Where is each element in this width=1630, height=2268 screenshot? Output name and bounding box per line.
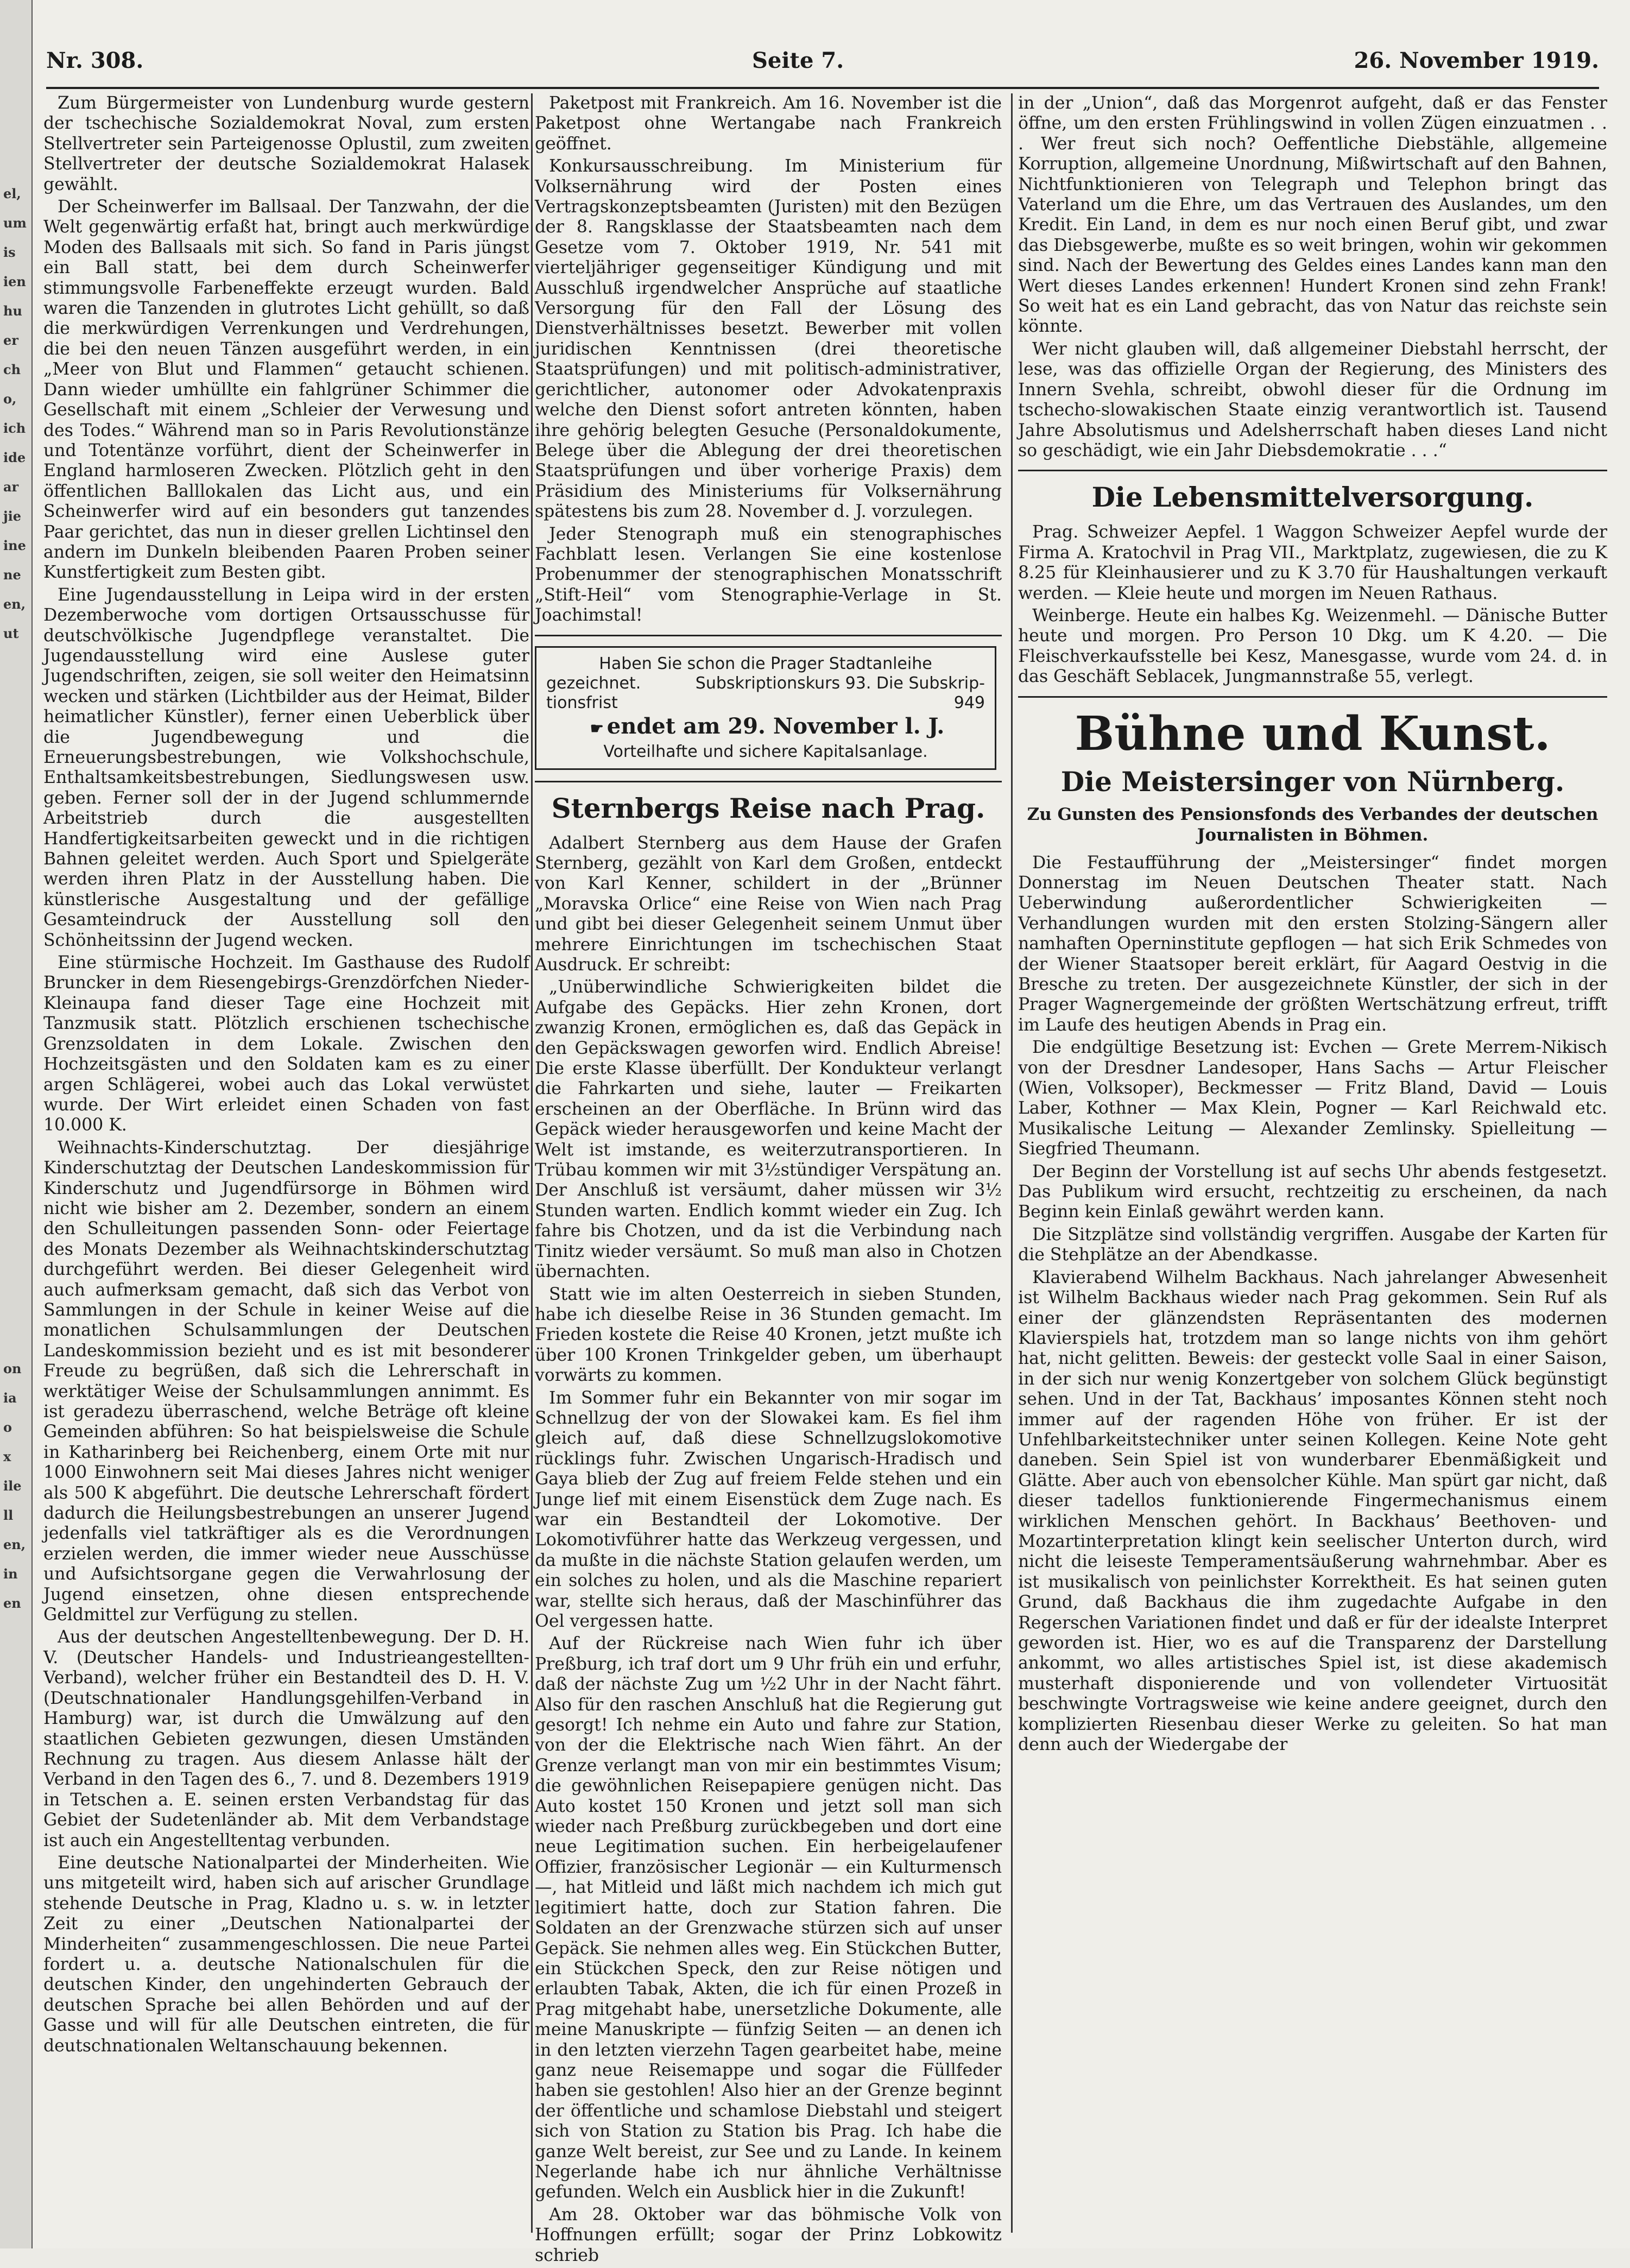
margin-line: um — [3, 215, 27, 231]
issue-date: 26. November 1919. — [1354, 48, 1599, 73]
margin-line: ia — [3, 1390, 17, 1406]
left-margin-fragment — [0, 0, 33, 2248]
issue-number: Nr. 308. — [46, 48, 144, 73]
margin-line: ide — [3, 450, 26, 465]
column-1 — [43, 93, 529, 2058]
news-item: Weinberge. Heute ein halbes Kg. Weizenmehl. — Dänische Butter heute und morgen. Pro Person 10 Dkg. um K 4.20. — Die Fleischverkaufsstelle bei Kesz, Manesgasse, wurde vom 24. d. in das Geschäft Seblacek, Jungmannstraße 55, verlegt. — [1018, 605, 1607, 687]
article-paragraph: Adalbert Sternberg aus dem Hause der Grafen Sternberg, gezählt von Karl dem Großen, entdeckt von Karl Kenner, schildert in der „Brünner „Moravska Orlice“ eine Reise von Wien nach Prag und gibt bei dieser Gelegenheit seinem Unmut über mehrere Einrichtungen im tschechischen Staat Ausdruck. Er schreibt: — [535, 833, 1002, 975]
pointing-hand-icon: ☛ — [590, 719, 604, 737]
article-paragraph: Die endgültige Besetzung ist: Evchen — Grete Merrem-Nikisch von der Dresdner Landesoper, Hans Sachs — Artur Fleischer (Wien, Volksoper), Beckmesser — Fritz Bland, David — Louis Laber, Kothner — Max Klein, Pogner — Karl Reichwald etc. Musikalische Leitung — Alexander Zemlinsky. Spielleitung — Siegfried Theumann. — [1018, 1038, 1607, 1159]
news-item: Jeder Stenograph muß ein stenographisches Fachblatt lesen. Verlangen Sie eine kostenlose Probenummer der stenographischen Monatsschrift „Stift-Heil“ vom Stenographie-Verlage in St. Joachimstal! — [535, 524, 1002, 626]
article-paragraph: Die Festaufführung der „Meistersinger“ findet morgen Donnerstag im Neuen Deutschen Theater statt. Nach Ueberwindung außerordentlicher Schwierigkeiten — Verhandlungen wurden mit den ersten Stolzing-Sängern aller namhaften Operninstitute gepflogen — hat sich Erik Schmedes von der Wiener Staatsoper bereit erklärt, für Aagard Oestvig in die Bresche zu treten. Der ausgezeichnete Künstler, der sich in der Prager Wagnergemeinde der größten Wertschätzung erfreut, trifft im Laufe des heutigen Abends in Prag ein. — [1018, 852, 1607, 1035]
header-rule — [46, 87, 1599, 89]
margin-line: in — [3, 1566, 18, 1582]
margin-line: o — [3, 1419, 12, 1435]
news-item: Aus der deutschen Angestelltenbewegung. Der D. H. V. (Deutscher Handels- und Industrieangestellten-Verband), welcher früher ein Bestandteil des D. H. V. (Deutschnationaler Handlungsgehilfen-Verband in Hamburg) war, ist durch die Umwälzung auf den staatlichen Gebieten gezwungen, diesen Umständen Rechnung zu tragen. Aus diesem Anlasse hält der Verband in den Tagen des 6., 7. und 8. Dezembers 1919 in Tetschen a. E. seinen ersten Verbandstag für das Gebiet der Sudetenländer ab. Mit dem Verbandstage ist auch ein Angestelltentag verbunden. — [43, 1627, 529, 1850]
section-rule — [1018, 696, 1607, 698]
article-paragraph: Im Sommer fuhr ein Bekannter von mir sogar im Schnellzug der von der Slowakei kam. Es fiel ihm gleich auf, daß diese Schnellzugslokomotive rücklings fuhr. Zwischen Ungarisch-Hradisch und Gaya blieb der Zug auf freiem Felde stehen und ein Junge lief mit einem Eisenstück dem Zuge nach. Es war ein Bestandteil der Lokomotive. Der Lokomotivführer hatte das Werkzeug vergessen, und da mußte in die nächste Station gelaufen werden, um ein solches zu holen, und als die Maschine repariert war, stellte sich heraus, daß der Maschinführer das Oel vergessen hatte. — [535, 1388, 1002, 1631]
margin-line: ien — [3, 274, 26, 289]
ad-text: gezeichnet. — [546, 673, 641, 693]
margin-line: jie — [3, 508, 22, 524]
ad-row — [546, 674, 985, 693]
article-paragraph: Der Beginn der Vorstellung ist auf sechs Uhr abends festgesetzt. Das Publikum wird ersucht, rechtzeitig zu erscheinen, da nach Beginn kein Einlaß gewährt werden kann. — [1018, 1161, 1607, 1222]
section-rule — [535, 781, 1002, 782]
news-item: Paketpost mit Frankreich. Am 16. November ist die Paketpost ohne Wertangabe nach Frankreich geöffnet. — [535, 93, 1002, 154]
margin-line: ar — [3, 479, 19, 495]
margin-line: ll — [3, 1507, 14, 1523]
ad-headline — [546, 713, 985, 742]
news-item: Prag. Schweizer Aepfel. 1 Waggon Schweizer Aepfel wurde der Firma A. Kratochvil in Prag VII., Marktplatz, zugewiesen, die zu K 8.25 für Kleinhausierer und zu K 3.70 für Haushaltungen verkauft werden. — Kleie heute und morgen im Neuen Rathaus. — [1018, 522, 1607, 603]
ad-headline-text: endet am 29. November l. J. — [606, 713, 945, 739]
news-item: Zum Bürgermeister von Lundenburg wurde gestern der tschechische Sozialdemokrat Noval, zum ersten Stellvertreter sein Parteigenosse Oplustil, zum zweiten Stellvertreter der deutsche Sozialdemokrat Halasek gewählt. — [43, 93, 529, 194]
article-heading: Sternbergs Reise nach Prag. — [551, 792, 985, 824]
news-item: Der Scheinwerfer im Ballsaal. Der Tanzwahn, der die Welt gegenwärtig erfaßt hat, bringt auch merkwürdige Moden des Ballsaals mit sich. So fand in Paris jüngst ein Ball statt, bei dem durch Scheinwerfer stimmungsvolle Farbeneffekte erzeugt wurden. Bald waren die Tanzenden in glutrotes Licht gehüllt, so daß die merkwürdigen Verrenkungen und Verdrehungen, die bei den neuen Tänzen ausgeführt werden, in ein „Meer von Blut und Flammen“ getaucht schienen. Dann wieder umhüllte ein fahlgrüner Schimmer die Gesellschaft mit einem „Schleier der Verwesung und des Todes.“ Während man so in Paris Revolutionstänze und Totentänze vorführt, dient der Scheinwerfer in England harmloseren Zwecken. Plötzlich geht in den öffentlichen Balllokalen das Licht aus, und ein Scheinwerfer wird auf ein besonders gut tanzendes Paar gerichtet, das nun in dieser grellen Lichtinsel den andern im Dunkeln bleibenden Paaren Proben seiner Kunstfertigkeit zum Besten gibt. — [43, 197, 529, 583]
article-paragraph: Am 28. Oktober war das böhmische Volk von Hoffnungen erfüllt; sogar der Prinz Lobkowitz schrieb — [535, 2204, 1002, 2265]
article-paragraph: Die Sitzplätze sind vollständig vergriffen. Ausgabe der Karten für die Stehplätze an der Abendkasse. — [1018, 1224, 1607, 1265]
margin-line: el, — [3, 186, 21, 201]
ad-line: Haben Sie schon die Prager Stadtanleihe — [599, 654, 932, 673]
margin-line: x — [3, 1449, 11, 1464]
margin-line: ine — [3, 538, 26, 553]
margin-line: en, — [3, 1537, 26, 1552]
ad-text: Subskriptionskurs 93. Die Subskrip- — [695, 673, 985, 693]
ad-text: 949 — [953, 693, 985, 712]
news-item: Konkursausschreibung. Im Ministerium für Volksernährung wird der Posten eines Vertragskonzeptsbeamten (Juristen) mit den Bezügen der 8. Rangsklasse der Staatsbeamten nach dem Gesetze vom 7. Oktober 1919, Nr. 541 mit vierteljähriger gegenseitiger Kündigung und mit Ausschluß irgendwelcher Ansprüche auf staatliche Versorgung für den Fall der Lösung des Dienstverhältnisses besetzt. Bewerber mit vollen juridischen Kenntnissen (drei theoretische Staatsprüfungen) und mit politisch-administrativer, gerichtlicher, autonomer oder Advokatenpraxis welche den Dienst sofort antreten könnten, haben ihre gehörig belegten Gesuche (Personaldokumente, Belege über die Ablegung der drei theoretischen Staatsprüfungen und über vorherige Praxis) dem Präsidium des Ministeriums für Volksernährung spätestens bis zum 28. November d. J. vorzulegen. — [535, 156, 1002, 522]
column-divider — [531, 93, 533, 2233]
margin-line: is — [3, 244, 16, 260]
ad-text: tionsfrist — [546, 693, 618, 712]
column-2 — [535, 93, 1002, 2268]
margin-line: on — [3, 1361, 22, 1376]
article-paragraph: Klavierabend Wilhelm Backhaus. Nach jahrelanger Abwesenheit ist Wilhelm Backhaus wieder nach Prag gekommen. Sein Ruf als einer der glänzendsten Repräsentanten des modernen Klavierspiels hat, trotzdem man so lange nichts von ihm gehört hat, nicht gelitten. Beweis: der gesteckt volle Saal in einer Saison, in der sich nur wenig Konzertgeber von solchem Glück begünstigt sehen. Und in der Tat, Backhaus’ imposantes Können steht noch immer auf der ragenden Höhe von früher. Er ist der Unfehlbarkeitstechniker unter seinen Kollegen. Keine Note geht daneben. Sein Spiel ist von wunderbarer Ebenmäßigkeit und Glätte. Aber auch von ebensolcher Kühle. Man spürt gar nicht, daß dieser tadellos funktionierende Fingermechanismus einem wirklichen Menschen gehört. In Backhaus’ Beethoven- und Mozartinterpretation klingt kein seelischer Unterton durch, wird nicht die leiseste Temperamentsäußerung wahrnehmbar. Aber es ist musikalisch von peinlichster Korrektheit. Es hat seinen guten Grund, daß Backhaus die ihm zugedachte Aufgabe in den Regerschen Variationen findet und daß er für der idealste Interpret geworden ist. Hier, wo es auf die Transparenz der Darstellung ankommt, wo alles artistisches Spiel ist, ist diese akademisch musterhaft disponierende und von vollendeter Virtuosität beschwingte Vortragsweise wie keine andere geeignet, durch den komplizierten Riesenbau dieser Werke zu geleiten. So hat man denn auch der Wiedergabe der — [1018, 1267, 1607, 1755]
margin-line: hu — [3, 303, 22, 319]
ad-row — [546, 693, 985, 713]
margin-line: o, — [3, 391, 17, 407]
margin-line: ut — [3, 626, 19, 641]
article-heading: Die Meistersinger von Nürnberg. — [1060, 765, 1565, 798]
article-kicker: Zu Gunsten des Pensionsfonds des Verbandes der deutschen Journalisten in Böhmen. — [1027, 804, 1599, 845]
margin-line: er — [3, 332, 18, 348]
news-item: Eine Jugendausstellung in Leipa wird in der ersten Dezemberwoche vom dortigen Ortsausschusse für deutschvölkische Jugendpflege veranstaltet. Die Jugendausstellung wird eine Auslese guter Jugendschriften, zeigen, sie soll weiter den Heimatsinn wecken und stärken (Lichtbilder aus der Heimat, Bilder heimatlicher Künstler), ferner einen Ueberblick über die Jugendbewegung und die Erneuerungsbestrebungen, wie Volkshochschule, Enthaltsamkeitsbestrebungen, Siedlungswesen usw. geben. Ferner soll der in der Jugend schlummernde Arbeitstrieb durch die ausgestellten Handfertigkeitsarbeiten geweckt und in die richtigen Bahnen geleitet werden. Auch Sport und Spielgeräte werden ihren Platz in der Ausstellung haben. Die künstlerische Ausgestaltung und der gefällige Gesamteindruck der Ausstellung soll den Schönheitssinn der Jugend wecken. — [43, 585, 529, 950]
article-paragraph: „Unüberwindliche Schwierigkeiten bildet die Aufgabe des Gepäcks. Hier zehn Kronen, dort zwanzig Kronen, ermöglichen es, daß das Gepäck in den Gepäckswagen geworfen wird. Endlich Abreise! Die erste Klasse überfüllt. Der Kondukteur verlangt die Fahrkarten und siehe, lauter — Freikarten erscheinen an der Oberfläche. In Brünn wird das Gepäck wieder herausgeworfen und keine Macht der Welt ist imstande, es weiterzutransportieren. In Trübau kommen wir mit 3½stündiger Verspätung an. Der Anschluß ist versäumt, daher müssen wir 3½ Stunden warten. Endlich kommt wieder ein Zug. Ich fahre bis Chotzen, und da ist die Verbindung nach Tinitz wieder versäumt. So muß man also in Chotzen übernachten. — [535, 977, 1002, 1282]
column-3 — [1018, 93, 1607, 1757]
margin-line: ile — [3, 1478, 22, 1494]
news-item: Eine deutsche Nationalpartei der Minderheiten. Wie uns mitgeteilt wird, haben sich auf arischer Grundlage stehende Deutsche in Prag, Kladno u. s. w. in letzter Zeit zu einer „Deutschen Nationalpartei der Minderheiten“ zusammengeschlossen. Die neue Partei fordert u. a. deutsche Nationalschulen für die deutschen Kinder, den ungehinderten Gebrauch der deutschen Sprache bei allen Behörden und auf der Gasse und will für alle Deutschen eintreten, die für deutschnationalen Weltanschauung bekennen. — [43, 1853, 529, 2056]
margin-line: en — [3, 1595, 21, 1611]
margin-line: en, — [3, 596, 26, 612]
article-paragraph: Statt wie im alten Oesterreich in sieben Stunden, habe ich dieselbe Reise in 36 Stunden gemacht. Im Frieden kostete die Reise 40 Kronen, jetzt mußte ich über 100 Kronen Trinkgelder geben, um überhaupt vorwärts zu kommen. — [535, 1284, 1002, 1386]
section-rule — [535, 635, 1002, 636]
article-paragraph: in der „Union“, daß das Morgenrot aufgeht, daß er das Fenster öffne, um den ersten Frühlingswind in vollen Zügen einzuatmen . . . Wer freut sich noch? Oeffentliche Diebstähle, allgemeine Korruption, allgemeine Unordnung, Mißwirtschaft auf den Bahnen, Nichtfunktionieren von Telegraph und Telephon bringt das Vaterland um die Ehre, um das Vertrauen des Auslandes, um den Kredit. Ein Land, in dem es nur noch einen Beruf gibt, und zwar das Diebsgewerbe, mußte es so weit bringen, wohin wir gekommen sind. Nach der Bewertung des Geldes eines Landes kann man den Wert dieses Landes erkennen! Hundert Kronen sind zehn Frank! So weit hat es ein Land gebracht, das von Natur das reichste sein könnte. — [1018, 93, 1607, 337]
margin-line: ne — [3, 567, 21, 583]
news-item: Eine stürmische Hochzeit. Im Gasthause des Rudolf Bruncker in dem Riesengebirgs-Grenzdörfchen Nieder-Kleinaupa fand dieser Tage eine Hochzeit mit Tanzmusik statt. Plötzlich erschienen tschechische Grenzsoldaten in dem Lokale. Zwischen den Hochzeitsgästen und den Soldaten kam es zu einer argen Schlägerei, wobei auch das Lokal verwüstet wurde. Der Wirt erleidet einen Schaden von fast 10.000 K. — [43, 953, 529, 1135]
column-divider — [1011, 93, 1013, 2233]
ad-line: Vorteilhafte und sichere Kapitalsanlage. — [603, 742, 928, 761]
margin-line: ch — [3, 362, 21, 377]
article-paragraph: Wer nicht glauben will, daß allgemeiner Diebstahl herrscht, der lese, was das offizielle Organ der Regierung, des Ministers des Innern Svehla, schreibt, obwohl dieser für die Ordnung im tschecho-slowakischen Staate einzig verantwortlich ist. Tausend Jahre Absolutismus und Adelsherrschaft haben dieses Land nicht so geschädigt, wie ein Jahr Diebsdemokratie . . .“ — [1018, 339, 1607, 460]
margin-line: ich — [3, 420, 26, 436]
section-rule — [1018, 470, 1607, 471]
page-header — [46, 48, 1599, 86]
page-number: Seite 7. — [752, 48, 844, 73]
article-paragraph: Auf der Rückreise nach Wien fuhr ich über Preßburg, ich traf dort um 9 Uhr früh ein und erfuhr, daß der nächste Zug um ½2 Uhr in der Nacht fährt. Also für den raschen Anschluß hat die Regierung gut gesorgt! Ich nehme ein Auto und fahre zur Station, von der die Elektrische nach Wien fährt. An der Grenze verlangt man von mir ein bestimmtes Visum; die gewöhnlichen Reisepapiere genügen nicht. Das Auto kostet 150 Kronen und jetzt soll man sich wieder nach Preßburg zurückbegeben und dort eine neue Legitimation suchen. Ein herbeigelaufener Offizier, französischer Legionär — ein Kulturmensch —, hat Mitleid und läßt mich nachdem ich mich gut legitimiert hatte, doch zur Station fahren. Die Soldaten an der Grenzwache stürzen sich auf unser Gepäck. Sie nehmen alles weg. Ein Stückchen Butter, ein Stückchen Speck, den zur Reise nötigen und erlaubten Tabak, Akten, die ich für einen Prozeß in Prag mitgehabt habe, unersetzliche Dokumente, alle meine Manuskripte — fünfzig Seiten — an denen ich in den letzten vierzehn Tagen gearbeitet habe, meine ganz neue Reisemappe und sogar die Füllfeder haben sie gestohlen! Also hier an der Grenze beginnt der öffentliche und schamlose Diebstahl und steigert sich von Station zu Station bis Prag. Ich habe die ganze Welt bereist, zur See und zu Lande. In keinem Negerlande habe ich nur ähnliche Verhältnisse gefunden. Welch ein Ausblick hier in die Zukunft! — [535, 1634, 1002, 2202]
section-heading: Die Lebensmittelversorgung. — [1091, 481, 1534, 514]
news-item: Weihnachts-Kinderschutztag. Der diesjährige Kinderschutztag der Deutschen Landeskommission für Kinderschutz und Jugendfürsorge in Böhmen wird nicht wie bisher am 2. Dezember, sondern an einem den Schulleitungen passenden Sonn- oder Feiertage des Monats Dezember als Weihnachtskinderschutztag durchgeführt werden. Bei dieser Gelegenheit wird auch aufmerksam gemacht, daß sich das Verbot von Sammlungen in der Schule in keiner Weise auf die monatlichen Schulsammlungen der Deutschen Landeskommission bezieht und es ist mit besonderer Freude zu begrüßen, daß sich die Lehrerschaft in werktätiger Weise der Schulsammlungen annimmt. Es ist geradezu überraschend, welche Beträge oft kleine Gemeinden abführen: So hat beispielsweise die Schule in Katharinberg bei Reichenberg, einem Orte mit nur 1000 Einwohnern seit Mai dieses Jahres nicht weniger als 500 K abgeführt. Die deutsche Lehrerschaft fördert dadurch die Heilungsbestrebungen an unserer Jugend jedenfalls viel tatkräftiger als es die Verordnungen erzielen werden, die immer wieder neue Ausschüsse und Aufsichtsorgane gegen die Verwahrlosung der Jugend einsetzen, ohne diesen entsprechende Geldmittel zur Verfügung zu stellen. — [43, 1138, 529, 1625]
advertisement-box — [535, 646, 996, 770]
section-title: Bühne und Kunst. — [1075, 706, 1551, 761]
